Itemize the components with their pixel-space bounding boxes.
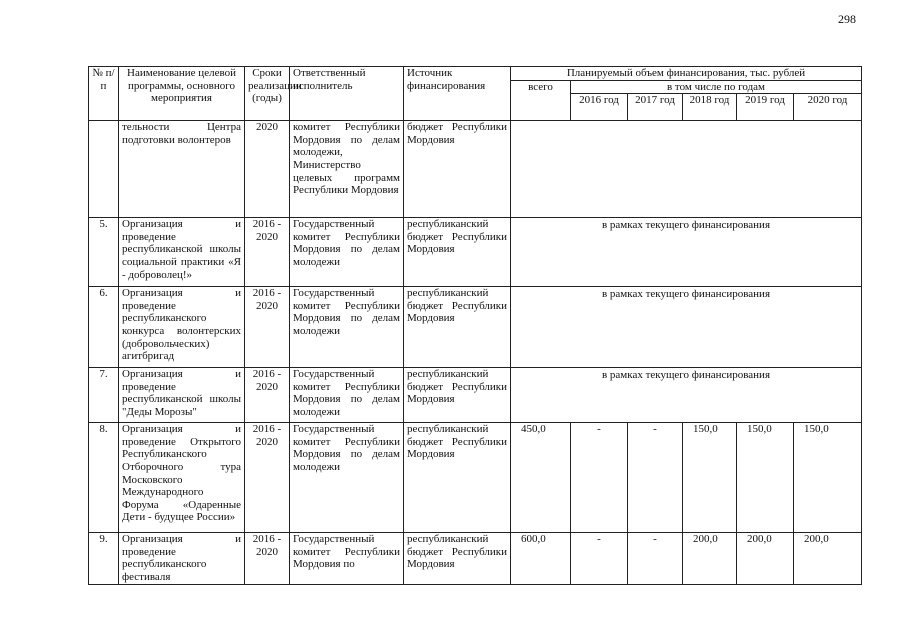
row-term: 2016 - 2020 bbox=[245, 368, 290, 423]
row-num: 8. bbox=[89, 423, 119, 533]
row-name: Организация и проведение республиканского фестиваля bbox=[119, 533, 245, 584]
row-name: Организация и проведение Открытого Республиканского Отборочного тура Московского Международного Форума «Одаренные Дети - будущее России» bbox=[119, 423, 245, 533]
header-planned-volume: Планируемый объем финансирования, тыс. рублей bbox=[511, 67, 862, 81]
row-total: 450,0 bbox=[511, 423, 571, 533]
row-financing-note: в рамках текущего финансирования bbox=[511, 287, 862, 368]
row-num: 7. bbox=[89, 368, 119, 423]
row-name: Организация и проведение республиканской школы "Деды Морозы" bbox=[119, 368, 245, 423]
header-year-2020: 2020 год bbox=[794, 94, 862, 121]
row-2016: - bbox=[571, 423, 628, 533]
row-num bbox=[89, 121, 119, 218]
header-num: № п/п bbox=[89, 67, 119, 121]
table-row bbox=[89, 368, 862, 423]
header-responsible: Ответственный исполнитель bbox=[290, 67, 404, 121]
row-2017: - bbox=[628, 423, 683, 533]
row-2018: 150,0 bbox=[683, 423, 737, 533]
row-2020: 150,0 bbox=[794, 423, 862, 533]
header-total: всего bbox=[511, 80, 571, 121]
row-source: республиканский бюджет Республики Мордовия bbox=[404, 533, 511, 584]
row-financing-note bbox=[511, 121, 862, 218]
row-source: республиканский бюджет Республики Мордовия bbox=[404, 218, 511, 287]
header-term: Сроки реализации (годы) bbox=[245, 67, 290, 121]
row-total: 600,0 bbox=[511, 533, 571, 584]
row-term: 2016 - 2020 bbox=[245, 218, 290, 287]
table-row bbox=[89, 423, 862, 533]
header-name: Наименование целевой программы, основного мероприятия bbox=[119, 67, 245, 121]
header-year-2016: 2016 год bbox=[571, 94, 628, 121]
row-term: 2016 - 2020 bbox=[245, 287, 290, 368]
row-financing-note: в рамках текущего финансирования bbox=[511, 368, 862, 423]
row-2017: - bbox=[628, 533, 683, 584]
row-name: тельности Центра подготовки волонтеров bbox=[119, 121, 245, 218]
row-name: Организация и проведение республиканского конкурса волонтерских (добровольческих) агитбригад bbox=[119, 287, 245, 368]
table-row bbox=[89, 287, 862, 368]
row-source: республиканский бюджет Республики Мордовия bbox=[404, 287, 511, 368]
table-row bbox=[89, 218, 862, 287]
row-num: 9. bbox=[89, 533, 119, 584]
row-responsible: Государственный комитет Республики Мордовия по делам молодежи bbox=[290, 287, 404, 368]
row-responsible: Государственный комитет Республики Мордовия по делам молодежи bbox=[290, 218, 404, 287]
row-source: республиканский бюджет Республики Мордовия bbox=[404, 423, 511, 533]
page-number: 298 bbox=[838, 12, 856, 26]
row-term: 2016 - 2020 bbox=[245, 423, 290, 533]
header-by-years: в том числе по годам bbox=[571, 80, 862, 94]
header-year-2019: 2019 год bbox=[737, 94, 794, 121]
financing-table bbox=[88, 66, 862, 585]
row-financing-note: в рамках текущего финансирования bbox=[511, 218, 862, 287]
row-source: республиканский бюджет Республики Мордовия bbox=[404, 368, 511, 423]
row-term: 2020 bbox=[245, 121, 290, 218]
row-name: Организация и проведение республиканской школы социальной практики «Я - доброволец!» bbox=[119, 218, 245, 287]
header-year-2018: 2018 год bbox=[683, 94, 737, 121]
row-2018: 200,0 bbox=[683, 533, 737, 584]
row-responsible: Государственный комитет Республики Мордовия по bbox=[290, 533, 404, 584]
row-num: 5. bbox=[89, 218, 119, 287]
row-num: 6. bbox=[89, 287, 119, 368]
row-term: 2016 - 2020 bbox=[245, 533, 290, 584]
table-row bbox=[89, 533, 862, 584]
row-2016: - bbox=[571, 533, 628, 584]
row-2019: 200,0 bbox=[737, 533, 794, 584]
table-row bbox=[89, 121, 862, 218]
header-year-2017: 2017 год bbox=[628, 94, 683, 121]
row-2019: 150,0 bbox=[737, 423, 794, 533]
row-source: бюджет Республики Мордовия bbox=[404, 121, 511, 218]
header-source: Источник финансирования bbox=[404, 67, 511, 121]
row-responsible: комитет Республики Мордовия по делам молодежи, Министерство целевых программ Республики Мордовия bbox=[290, 121, 404, 218]
row-responsible: Государственный комитет Республики Мордовия по делам молодежи bbox=[290, 368, 404, 423]
row-responsible: Государственный комитет Республики Мордовия по делам молодежи bbox=[290, 423, 404, 533]
row-2020: 200,0 bbox=[794, 533, 862, 584]
